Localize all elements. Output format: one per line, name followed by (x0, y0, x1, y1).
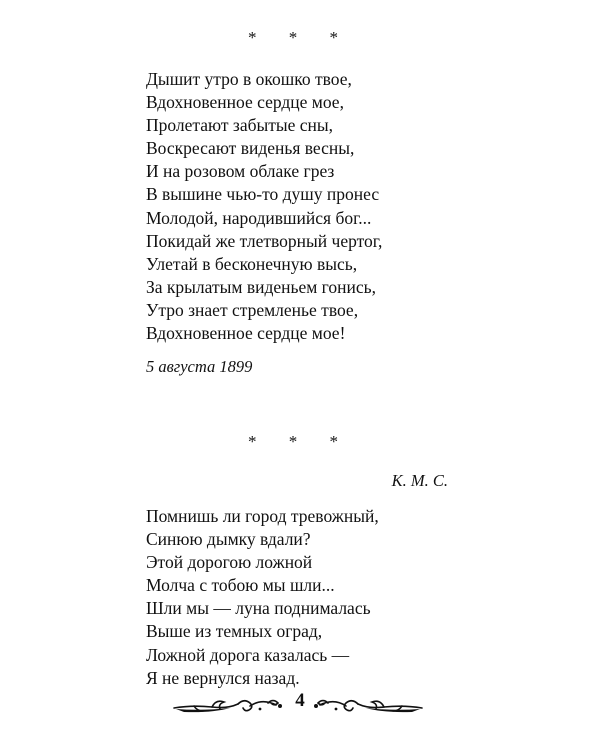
poem-line: За крылатым виденьем гонись, (146, 276, 377, 297)
poem-line: Ложной дорога казалась — (146, 644, 350, 665)
poem-line: Вдохновенное сердце мое, (146, 92, 344, 113)
section-divider-middle: * * * (248, 432, 352, 451)
poem-line: Я не вернулся назад. (146, 667, 300, 688)
poem-line: Синюю дымку вдали? (146, 529, 311, 550)
page-number: 4 (295, 690, 305, 711)
poem-2 (146, 505, 379, 690)
poem-line: Вдохновенное сердце мое! (146, 323, 346, 344)
poem-line: В вышине чью-то душу пронес (146, 184, 380, 205)
poem-1 (146, 68, 382, 345)
poem-line: И на розовом облаке грез (146, 161, 335, 182)
poem-line: Воскресают виденья весны, (146, 138, 355, 159)
poem-line: Покидай же тлетворный чертог, (146, 230, 383, 251)
section-divider-top: * * * (248, 28, 352, 47)
poem-line: Шли мы — луна поднималась (146, 598, 371, 619)
poem-1-date: 5 августа 1899 (146, 357, 253, 376)
poem-line: Дышит утро в окошко твое, (146, 69, 352, 89)
poem-line: Выше из темных оград, (146, 621, 323, 642)
page-footer (0, 690, 600, 720)
poem-line: Помнишь ли город тревожный, (146, 506, 379, 526)
poem-line: Улетай в бесконечную высь, (146, 253, 358, 274)
poem-2-dedication: К. М. С. (391, 471, 448, 490)
poem-line: Пролетают забытые сны, (146, 115, 334, 136)
poem-line: Этой дорогою ложной (146, 552, 313, 573)
poem-line: Молодой, народившийся бог... (146, 207, 372, 228)
flourish-right-icon (312, 694, 424, 716)
poem-line: Молча с тобою мы шли... (146, 575, 335, 596)
poem-line: Утро знает стремленье твое, (146, 299, 359, 320)
